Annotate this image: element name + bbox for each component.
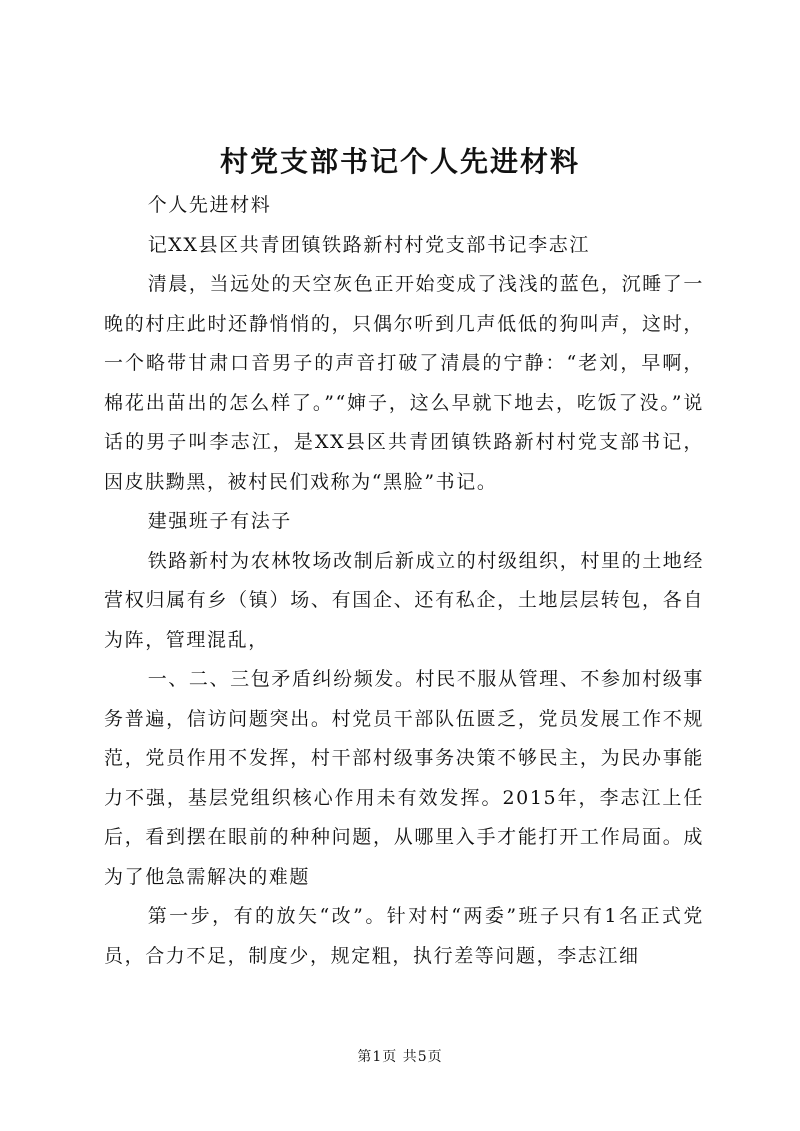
page-number-footer: 第1页 共5页 [357, 1049, 443, 1065]
section-heading: 建强班子有法子 [147, 510, 292, 532]
document-title: 村党支部书记个人先进材料 [219, 145, 580, 178]
paragraph-morning-scene: 清晨，当远处的天空灰色正开始变成了浅浅的蓝色，沉睡了一晚的村庄此时还静悄悄的，只偶尔听到几声低低的狗叫声，这时，一个略带甘肃口音男子的声音打破了清晨的宁静：“老刘，早啊，棉花出苗出的怎么样了。”“婶子，这么早就下地去，吃饭了没。”说话的男子叫李志江，是XX县区共青团镇铁路新村村党支部书记，因皮肤黝黑，被村民们戏称为“黑脸”书记。 [104, 273, 704, 493]
paragraph-problems: 一、二、三包矛盾纠纷频发。村民不服从管理、不参加村级事务普遍，信访问题突出。村党员干部队伍匮乏，党员发展工作不规范，党员作用不发挥，村干部村级事务决策不够民主，为民办事能力不强，基层党组织核心作用未有效发挥。2015年，李志江上任后，看到摆在眼前的种种问题，从哪里入手才能打开工作局面。成为了他急需解决的难题 [104, 668, 704, 888]
paragraph-first-step: 第一步，有的放矢“改”。针对村“两委”班子只有1名正式党员，合力不足，制度少，规定粗，执行差等问题，李志江细 [104, 905, 704, 967]
paragraph-village-background: 铁路新村为农林牧场改制后新成立的村级组织，村里的土地经营权归属有乡（镇）场、有国企、还有私企，土地层层转包，各自为阵，管理混乱， [104, 549, 704, 651]
paragraph-byline: 记XX县区共青团镇铁路新村村党支部书记李志江 [147, 233, 590, 256]
paragraph-subtitle: 个人先进材料 [147, 194, 272, 216]
document-body [104, 186, 704, 976]
